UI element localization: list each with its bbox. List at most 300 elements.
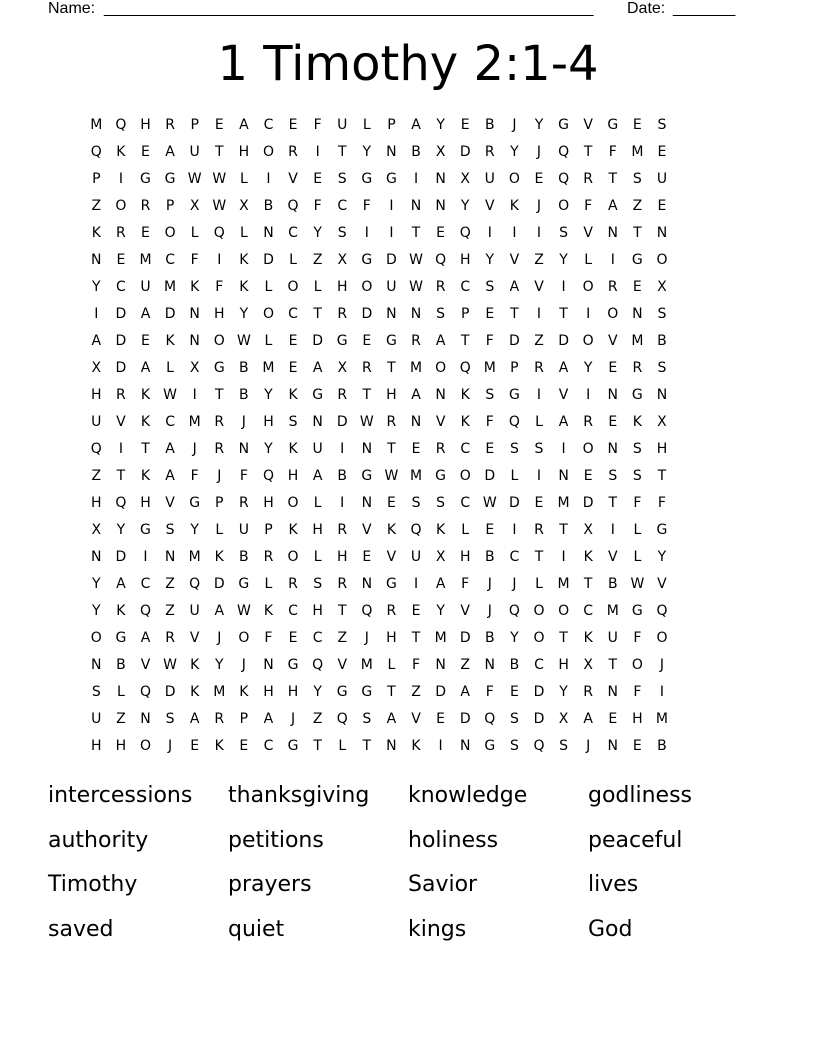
grid-letter[interactable]: K [190,657,200,673]
grid-letter[interactable]: Y [214,657,224,673]
grid-letter[interactable]: W [384,468,399,484]
grid-letter[interactable]: E [239,738,249,754]
grid-letter[interactable]: N [386,144,397,160]
grid-letter[interactable]: K [140,387,151,403]
grid-letter[interactable]: T [387,360,396,376]
grid-letter[interactable]: T [337,603,347,619]
grid-letter[interactable]: O [238,630,250,646]
grid-letter[interactable]: A [509,279,520,295]
grid-letter[interactable]: C [263,117,274,133]
grid-letter[interactable]: R [632,360,643,376]
grid-letter[interactable]: F [633,684,642,700]
grid-letter[interactable]: O [631,657,643,673]
grid-letter[interactable]: D [484,468,496,484]
grid-letter[interactable]: J [192,441,197,457]
grid-letter[interactable]: Q [410,522,422,538]
grid-letter[interactable]: H [115,738,127,754]
grid-letter[interactable]: D [386,252,397,268]
grid-letter[interactable]: T [337,144,347,160]
grid-letter[interactable]: N [386,738,397,754]
grid-letter[interactable]: X [657,414,667,430]
grid-letter[interactable]: S [313,576,323,592]
grid-letter[interactable]: B [484,117,495,133]
grid-letter[interactable]: I [94,306,99,322]
grid-letter[interactable]: X [435,549,446,565]
grid-letter[interactable]: Z [312,711,323,727]
grid-letter[interactable]: M [360,657,373,673]
grid-letter[interactable]: K [91,225,101,241]
grid-letter[interactable]: U [337,117,348,133]
grid-letter[interactable]: A [558,360,569,376]
grid-letter[interactable]: E [288,630,298,646]
grid-letter[interactable]: Y [92,603,101,619]
grid-letter[interactable]: N [484,657,496,673]
grid-letter[interactable]: H [263,414,274,430]
grid-letter[interactable]: L [313,495,322,511]
grid-letter[interactable]: P [190,117,199,133]
grid-letter[interactable]: N [558,468,569,484]
grid-letter[interactable]: I [413,171,419,187]
grid-letter[interactable]: T [608,495,618,511]
grid-letter[interactable]: V [435,414,446,430]
grid-letter[interactable]: F [264,630,273,646]
grid-letter[interactable]: I [340,495,345,511]
grid-letter[interactable]: H [263,495,274,511]
grid-letter[interactable]: I [512,522,517,538]
grid-letter[interactable]: M [262,360,275,376]
grid-letter[interactable]: K [116,144,126,160]
grid-letter[interactable]: F [313,198,322,214]
grid-letter[interactable]: E [608,711,618,727]
grid-letter[interactable]: C [165,252,175,268]
grid-letter[interactable]: L [116,684,125,700]
grid-letter[interactable]: T [534,549,544,565]
grid-letter[interactable]: K [583,630,593,646]
grid-letter[interactable]: A [312,360,323,376]
grid-letter[interactable]: X [337,360,348,376]
grid-letter[interactable]: A [460,684,470,700]
grid-letter[interactable]: I [610,522,615,538]
grid-letter[interactable]: U [607,630,618,646]
grid-letter[interactable]: O [361,279,373,295]
grid-letter[interactable]: I [192,387,197,403]
grid-letter[interactable]: Y [436,117,445,133]
grid-letter[interactable]: H [263,684,274,700]
grid-letter[interactable]: E [288,360,298,376]
grid-letter[interactable]: H [287,684,299,700]
grid-letter[interactable]: H [140,495,151,511]
grid-letter[interactable]: V [509,252,520,268]
grid-letter[interactable]: S [632,468,642,484]
grid-letter[interactable]: Y [116,522,126,538]
grid-letter[interactable]: D [312,333,324,349]
grid-letter[interactable]: S [534,441,544,457]
grid-letter[interactable]: F [633,495,642,511]
grid-letter[interactable]: C [460,279,471,295]
grid-letter[interactable]: J [241,657,246,673]
grid-letter[interactable]: R [140,198,151,214]
grid-letter[interactable]: N [91,549,102,565]
grid-letter[interactable]: E [436,225,446,241]
grid-letter[interactable]: G [607,117,619,133]
grid-letter[interactable]: G [484,738,496,754]
grid-letter[interactable]: Q [508,603,520,619]
grid-letter[interactable]: Q [115,117,127,133]
grid-letter[interactable]: B [657,333,667,349]
grid-letter[interactable]: X [337,252,348,268]
grid-letter[interactable]: J [168,738,173,754]
grid-letter[interactable]: C [337,198,348,214]
grid-letter[interactable]: U [410,549,422,565]
grid-letter[interactable]: E [509,684,519,700]
grid-letter[interactable]: I [536,225,542,241]
grid-letter[interactable]: Z [116,711,126,727]
grid-letter[interactable]: I [561,549,566,565]
grid-letter[interactable]: K [460,414,470,430]
grid-letter[interactable]: G [631,603,643,619]
grid-letter[interactable]: A [558,414,569,430]
grid-letter[interactable]: D [533,684,545,700]
grid-letter[interactable]: C [140,576,151,592]
grid-letter[interactable]: L [510,468,519,484]
grid-letter[interactable]: T [608,657,618,673]
grid-letter[interactable]: I [389,198,394,214]
grid-letter[interactable]: V [583,117,593,133]
grid-letter[interactable]: V [558,387,569,403]
grid-letter[interactable]: A [165,441,175,457]
grid-letter[interactable]: Y [239,306,249,322]
grid-letter[interactable]: B [239,360,249,376]
grid-letter[interactable]: O [582,279,594,295]
grid-letter[interactable]: Q [139,603,151,619]
grid-letter[interactable]: L [535,414,543,430]
grid-letter[interactable]: Q [533,738,545,754]
grid-letter[interactable]: L [313,549,322,565]
grid-letter[interactable]: O [558,603,570,619]
grid-letter[interactable]: R [411,333,421,349]
grid-letter[interactable]: B [509,657,520,673]
grid-letter[interactable]: L [264,333,273,349]
grid-letter[interactable]: U [189,603,200,619]
grid-letter[interactable]: J [217,630,222,646]
grid-letter[interactable]: Y [436,603,445,619]
grid-letter[interactable]: G [164,171,176,187]
grid-letter[interactable]: O [533,603,545,619]
grid-letter[interactable]: Y [362,144,372,160]
grid-letter[interactable]: E [190,738,200,754]
grid-letter[interactable]: M [139,252,152,268]
grid-letter[interactable]: I [561,279,566,295]
grid-letter[interactable]: W [409,279,423,295]
grid-letter[interactable]: Y [559,252,568,268]
grid-letter[interactable]: S [632,441,642,457]
grid-letter[interactable]: N [607,738,618,754]
grid-letter[interactable]: N [361,495,373,511]
grid-letter[interactable]: Z [91,468,102,484]
grid-letter[interactable]: B [484,549,495,565]
grid-letter[interactable]: Y [313,684,322,700]
grid-letter[interactable]: R [337,576,348,592]
grid-letter[interactable]: D [509,495,520,511]
grid-letter[interactable]: G [508,387,520,403]
grid-letter[interactable]: P [92,171,101,187]
grid-letter[interactable]: P [510,360,519,376]
grid-letter[interactable]: I [659,684,665,700]
grid-letter[interactable]: Q [435,252,447,268]
grid-letter[interactable]: M [213,684,226,700]
grid-letter[interactable]: G [361,252,373,268]
grid-letter[interactable]: R [607,279,618,295]
grid-letter[interactable]: U [656,171,668,187]
grid-letter[interactable]: N [410,198,422,214]
grid-letter[interactable]: N [164,549,176,565]
grid-letter[interactable]: X [91,360,102,376]
grid-letter[interactable]: K [509,198,519,214]
grid-letter[interactable]: N [312,414,323,430]
grid-letter[interactable]: K [214,738,224,754]
grid-letter[interactable]: S [436,306,446,322]
grid-letter[interactable]: N [607,225,618,241]
grid-letter[interactable]: Q [484,711,496,727]
grid-letter[interactable]: J [487,603,492,619]
grid-letter[interactable]: B [337,468,348,484]
grid-letter[interactable]: W [236,333,251,349]
grid-letter[interactable]: R [386,414,397,430]
grid-letter[interactable]: A [165,144,175,160]
grid-letter[interactable]: H [287,468,299,484]
grid-letter[interactable]: I [118,441,123,457]
grid-letter[interactable]: M [409,360,423,376]
grid-letter[interactable]: V [116,414,126,430]
grid-letter[interactable]: V [288,171,298,187]
grid-letter[interactable]: N [189,333,200,349]
grid-letter[interactable]: D [558,333,569,349]
grid-letter[interactable]: E [362,549,372,565]
grid-letter[interactable]: T [510,306,519,322]
grid-letter[interactable]: F [485,333,494,349]
grid-letter[interactable]: O [287,549,299,565]
grid-letter[interactable]: L [264,576,273,592]
grid-letter[interactable]: S [485,387,495,403]
grid-letter[interactable]: O [558,198,570,214]
grid-letter[interactable]: T [608,171,618,187]
grid-letter[interactable]: X [239,198,249,214]
grid-letter[interactable]: S [337,171,347,187]
grid-letter[interactable]: E [313,171,323,187]
grid-letter[interactable]: L [215,522,224,538]
grid-letter[interactable]: O [533,630,545,646]
grid-letter[interactable]: F [608,144,617,160]
grid-letter[interactable]: F [313,117,322,133]
grid-letter[interactable]: G [189,495,201,511]
grid-letter[interactable]: Q [558,171,570,187]
grid-letter[interactable]: N [607,441,618,457]
grid-letter[interactable]: Q [139,684,151,700]
grid-letter[interactable]: K [239,252,249,268]
grid-letter[interactable]: M [557,495,570,511]
grid-letter[interactable]: Z [632,198,643,214]
grid-letter[interactable]: U [91,711,102,727]
grid-letter[interactable]: Z [91,198,102,214]
grid-letter[interactable]: P [165,198,175,214]
grid-letter[interactable]: E [141,225,150,241]
grid-letter[interactable]: N [656,387,668,403]
grid-letter[interactable]: N [459,738,471,754]
grid-letter[interactable]: Y [510,144,519,160]
grid-letter[interactable]: F [633,630,642,646]
grid-letter[interactable]: L [633,549,642,565]
grid-letter[interactable]: Y [92,279,101,295]
grid-letter[interactable]: S [485,279,495,295]
grid-letter[interactable]: K [288,387,298,403]
grid-letter[interactable]: K [140,468,151,484]
grid-letter[interactable]: P [215,495,224,511]
grid-letter[interactable]: A [116,576,126,592]
grid-letter[interactable]: B [239,387,249,403]
grid-letter[interactable]: C [312,630,323,646]
grid-letter[interactable]: M [557,576,570,592]
grid-letter[interactable]: S [509,441,519,457]
grid-letter[interactable]: A [140,306,151,322]
grid-letter[interactable]: G [115,630,127,646]
grid-letter[interactable]: D [213,576,225,592]
grid-letter[interactable]: S [632,171,642,187]
grid-letter[interactable]: W [163,657,177,673]
grid-letter[interactable]: T [657,468,667,484]
grid-letter[interactable]: D [164,684,176,700]
grid-letter[interactable]: H [312,522,323,538]
grid-letter[interactable]: K [583,549,593,565]
grid-letter[interactable]: P [460,306,470,322]
grid-letter[interactable]: Z [534,333,544,349]
grid-letter[interactable]: G [558,117,569,133]
grid-letter[interactable]: R [583,684,594,700]
grid-letter[interactable]: E [141,144,150,160]
grid-letter[interactable]: H [336,549,348,565]
grid-letter[interactable]: T [633,225,642,241]
grid-letter[interactable]: O [262,144,274,160]
grid-letter[interactable]: U [386,279,397,295]
grid-letter[interactable]: Z [312,252,323,268]
grid-letter[interactable]: F [239,468,248,484]
grid-letter[interactable]: X [91,522,102,538]
grid-letter[interactable]: E [436,711,446,727]
grid-letter[interactable]: E [411,603,421,619]
grid-letter[interactable]: O [139,738,151,754]
grid-letter[interactable]: T [411,225,421,241]
grid-letter[interactable]: F [584,198,593,214]
grid-letter[interactable]: Y [485,252,495,268]
grid-letter[interactable]: M [164,279,177,295]
grid-letter[interactable]: D [459,144,471,160]
grid-letter[interactable]: Q [361,603,373,619]
grid-letter[interactable]: F [411,657,421,673]
grid-letter[interactable]: G [140,522,151,538]
grid-letter[interactable]: R [583,414,594,430]
grid-letter[interactable]: X [189,360,200,376]
grid-letter[interactable]: Q [508,414,520,430]
grid-letter[interactable]: D [263,252,274,268]
grid-letter[interactable]: K [239,279,249,295]
grid-letter[interactable]: N [656,225,668,241]
grid-letter[interactable]: K [190,279,200,295]
grid-letter[interactable]: E [362,333,372,349]
grid-letter[interactable]: Z [165,603,175,619]
grid-letter[interactable]: V [485,198,495,214]
grid-letter[interactable]: R [435,441,446,457]
grid-letter[interactable]: K [460,387,470,403]
grid-letter[interactable]: L [535,576,543,592]
grid-letter[interactable]: Y [264,387,273,403]
grid-letter[interactable]: L [362,117,371,133]
grid-letter[interactable]: C [116,279,126,295]
grid-letter[interactable]: K [288,522,298,538]
grid-letter[interactable]: T [460,333,470,349]
grid-letter[interactable]: S [411,495,421,511]
grid-letter[interactable]: T [214,144,224,160]
grid-letter[interactable]: K [411,738,421,754]
grid-letter[interactable]: Q [213,225,225,241]
grid-letter[interactable]: N [435,387,446,403]
grid-letter[interactable]: U [91,414,102,430]
grid-letter[interactable]: C [583,603,594,619]
grid-letter[interactable]: T [387,684,396,700]
grid-letter[interactable]: A [435,333,446,349]
grid-letter[interactable]: H [632,711,643,727]
grid-letter[interactable]: J [512,576,517,592]
grid-letter[interactable]: R [214,711,225,727]
grid-letter[interactable]: Q [90,441,102,457]
grid-letter[interactable]: W [630,576,645,592]
grid-letter[interactable]: S [165,522,175,538]
grid-letter[interactable]: N [435,657,446,673]
date-blank-line[interactable]: _______ [673,0,736,17]
grid-letter[interactable]: K [386,522,397,538]
grid-letter[interactable]: D [115,306,127,322]
grid-letter[interactable]: I [487,225,492,241]
grid-letter[interactable]: L [190,225,199,241]
grid-letter[interactable]: A [239,117,249,133]
grid-letter[interactable]: K [632,414,642,430]
grid-letter[interactable]: C [460,495,471,511]
grid-letter[interactable]: G [435,468,447,484]
grid-letter[interactable]: D [582,495,594,511]
grid-letter[interactable]: R [337,522,348,538]
grid-letter[interactable]: S [509,738,519,754]
grid-letter[interactable]: I [364,225,369,241]
grid-letter[interactable]: V [534,279,544,295]
grid-letter[interactable]: I [389,225,394,241]
grid-letter[interactable]: T [583,144,593,160]
grid-letter[interactable]: I [536,306,542,322]
grid-letter[interactable]: G [336,333,348,349]
grid-letter[interactable]: Y [264,441,273,457]
grid-letter[interactable]: N [410,306,422,322]
grid-letter[interactable]: G [312,387,324,403]
grid-letter[interactable]: T [362,738,372,754]
grid-letter[interactable]: T [559,522,568,538]
grid-letter[interactable]: Y [190,522,199,538]
grid-letter[interactable]: S [436,495,446,511]
grid-letter[interactable]: G [631,387,643,403]
grid-letter[interactable]: W [359,414,374,430]
grid-letter[interactable]: Z [534,252,544,268]
grid-letter[interactable]: I [536,468,542,484]
grid-letter[interactable]: S [657,360,667,376]
grid-letter[interactable]: Y [460,198,470,214]
grid-letter[interactable]: F [485,414,494,430]
grid-letter[interactable]: T [559,630,568,646]
